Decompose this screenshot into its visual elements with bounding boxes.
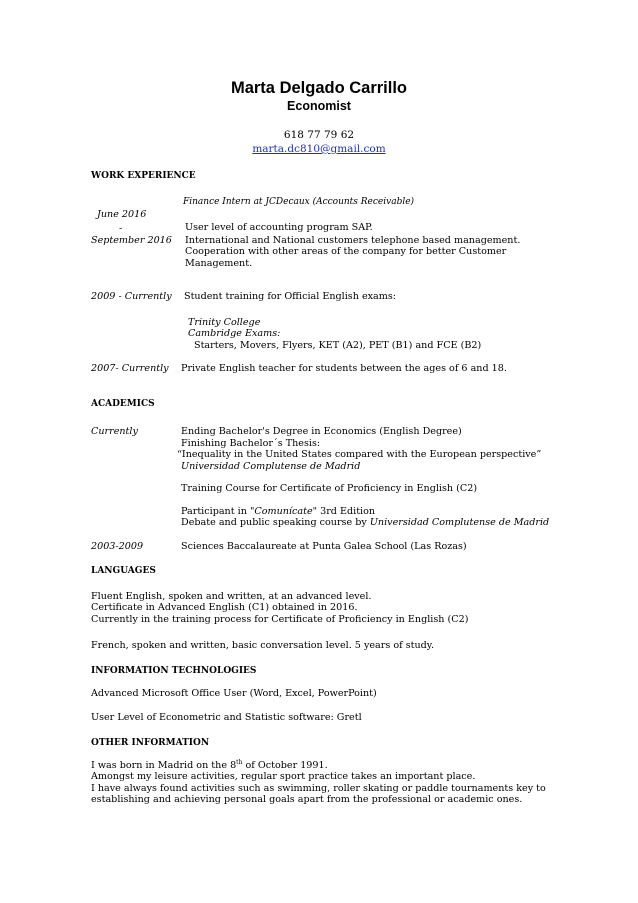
phone-number: 618 77 79 62 bbox=[283, 129, 355, 141]
language-french: French, spoken and written, basic conversation level. 5 years of study. bbox=[91, 640, 434, 651]
email-link[interactable]: marta.dc810@gmail.com bbox=[252, 143, 386, 155]
language-line: Certificate in Advanced English (C1) obtained in 2016. bbox=[91, 602, 358, 613]
academics-degree: Ending Bachelor's Degree in Economics (English Degree) bbox=[181, 426, 462, 437]
academics-course: Training Course for Certificate of Proficiency in English (C2) bbox=[181, 483, 478, 494]
work-role: Finance Intern at JCDecaux (Accounts Receivable) bbox=[183, 197, 415, 207]
work-exams: Starters, Movers, Flyers, KET (A2), PET (B1) and FCE (B2) bbox=[194, 340, 482, 351]
candidate-name: Marta Delgado Carrillo bbox=[230, 79, 408, 97]
work-date-start: June 2016 bbox=[97, 209, 147, 220]
born-prefix: I was born in Madrid on the 8 bbox=[91, 760, 237, 771]
it-skill: User Level of Econometric and Statistic software: Gretl bbox=[91, 712, 362, 723]
section-heading-work-experience: WORK EXPERIENCE bbox=[91, 171, 196, 181]
debate-university: Universidad Complutense de Madrid bbox=[369, 517, 550, 528]
work-exams-label: Cambridge Exams: bbox=[188, 328, 281, 339]
section-heading-other-information: OTHER INFORMATION bbox=[91, 738, 210, 748]
work-date-dash: - bbox=[119, 223, 123, 234]
other-line: I have always found activities such as swimming, roller skating or paddle tournaments key to bbox=[91, 783, 546, 794]
work-description: Student training for Official English exams: bbox=[184, 291, 397, 302]
work-duty: User level of accounting program SAP. bbox=[185, 222, 373, 233]
work-school: Trinity College bbox=[188, 317, 261, 328]
academics-thesis-title: “Inequality in the United States compared with the European perspective” bbox=[177, 449, 542, 460]
work-date-end: September 2016 bbox=[91, 235, 172, 246]
work-description: Private English teacher for students between the ages of 6 and 18. bbox=[181, 363, 507, 374]
work-duty: Cooperation with other areas of the company for better Customer bbox=[185, 246, 507, 257]
candidate-title: Economist bbox=[287, 99, 351, 113]
participant-suffix: 3rd Edition bbox=[320, 506, 376, 517]
section-heading-languages: LANGUAGES bbox=[91, 566, 156, 576]
work-duty: Management. bbox=[185, 258, 253, 269]
work-duty: International and National customers telephone based management. bbox=[185, 235, 521, 246]
other-line: establishing and achieving personal goals apart from the professional or academic ones. bbox=[91, 794, 523, 805]
language-line: Fluent English, spoken and written, at an advanced level. bbox=[91, 591, 372, 602]
language-line: Currently in the training process for Certificate of Proficiency in English (C2) bbox=[91, 614, 469, 625]
participant-prefix: Participant in bbox=[181, 506, 247, 517]
it-skill: Advanced Microsoft Office User (Word, Excel, PowerPoint) bbox=[91, 688, 377, 699]
born-suffix: of October 1991. bbox=[242, 760, 328, 771]
participant-name: "Comunícate" bbox=[249, 506, 318, 517]
section-heading-academics: ACADEMICS bbox=[91, 399, 155, 409]
academics-date: 2003-2009 bbox=[91, 541, 144, 552]
work-date: 2009 - Currently bbox=[91, 291, 172, 302]
academics-thesis-label: Finishing Bachelor´s Thesis: bbox=[181, 438, 321, 449]
academics-school: Sciences Baccalaureate at Punta Galea School (Las Rozas) bbox=[181, 541, 467, 552]
debate-prefix: Debate and public speaking course by bbox=[181, 517, 367, 528]
born-superscript: th bbox=[236, 758, 243, 766]
section-heading-information-technologies: INFORMATION TECHNOLOGIES bbox=[91, 666, 257, 676]
other-line: Amongst my leisure activities, regular sport practice takes an important place. bbox=[91, 771, 476, 782]
academics-university: Universidad Complutense de Madrid bbox=[181, 461, 361, 472]
academics-debate bbox=[181, 517, 549, 529]
work-date: 2007- Currently bbox=[91, 363, 169, 374]
academics-date: Currently bbox=[91, 426, 138, 437]
